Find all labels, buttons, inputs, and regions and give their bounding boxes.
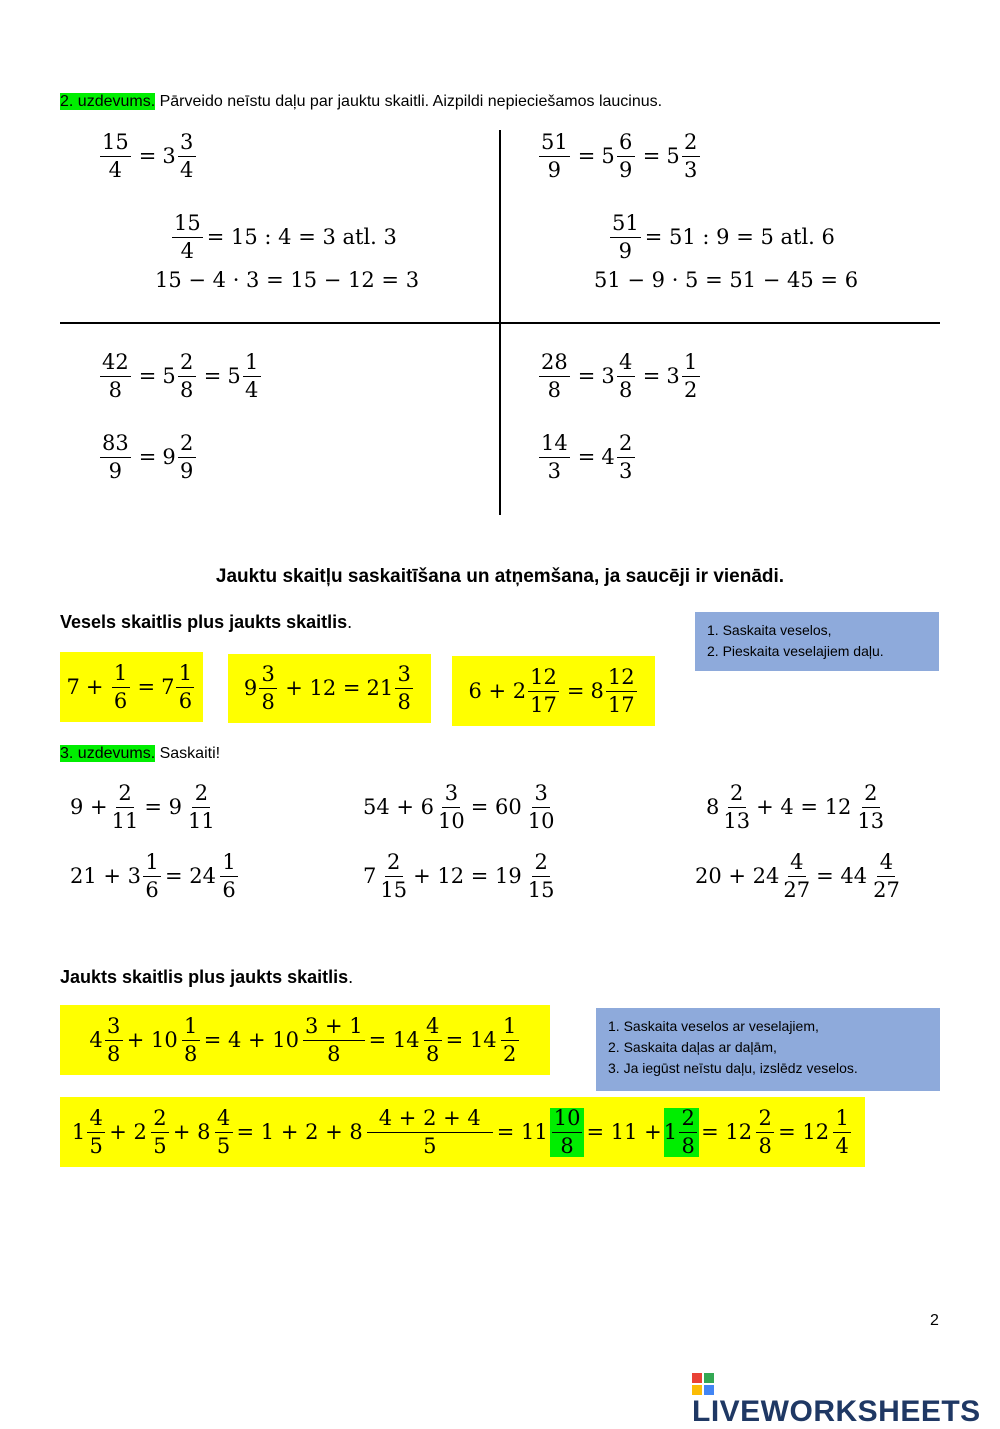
highlight-extracted-whole: 1 $\frac{2}{8}$: [664, 1108, 699, 1157]
sub1-title: Vesels skaitlis plus jaukts skaitlis.: [60, 612, 353, 632]
task3-item-6: 20 + 24 $\frac{4}{27}$ = 44 $\frac{4}{27}$: [695, 850, 900, 902]
sub2-title: Jaukts skaitlis plus jaukts skaitlis.: [60, 967, 354, 987]
logo-text: LIVEWORKSHEETS: [692, 1395, 981, 1428]
br-equation-1: $\frac{28}{8}$ = 3 $\frac{4}{8}$ = 3 $\frac{1}{2}$: [537, 352, 702, 401]
tl-equation-3: 15 − 4 · 3 = 15 − 12 = 3: [155, 268, 420, 292]
page-number: 2: [930, 1312, 939, 1329]
task3-item-2: 54 + 6 $\frac{3}{10}$ = 60 $\frac{3}{10}$: [363, 781, 555, 833]
sub2-info-line: 3. Ja iegūst neīstu daļu, izslēdz veselos.: [608, 1060, 858, 1076]
task3-item-3: 8 $\frac{2}{13}$ + 4 = 12 $\frac{2}{13}$: [706, 781, 885, 833]
sub1-example-2: 9 $\frac{3}{8}$ + 12 = 21 $\frac{3}{8}$: [228, 654, 431, 723]
tl-equation-1: $\frac{15}{4}$ = 3 $\frac{3}{4}$: [98, 132, 198, 181]
task2-instruction: Pārveido neīstu daļu par jauktu skaitli. Aizpildi nepieciešamos laucinus.: [155, 93, 663, 110]
task3-item-4: 21 + 3 $\frac{1}{6}$ = 24 $\frac{1}{6}$: [70, 852, 240, 901]
sub1-example-3: 6 + 2 $\frac{12}{17}$ = 8 $\frac{12}{17}$: [452, 656, 655, 726]
task3-header: [60, 745, 220, 763]
sub1-example-1: 7 + $\frac{1}{6}$ = 7 $\frac{1}{6}$: [60, 652, 203, 722]
task3-label: 3. uzdevums.: [60, 745, 156, 762]
bl-equation-1: $\frac{42}{8}$ = 5 $\frac{2}{8}$ = 5 $\frac{1}{4}$: [98, 352, 263, 401]
task3-item-1: 9 + $\frac{2}{11}$ = 9 $\frac{2}{11}$: [70, 781, 215, 833]
task2-header: [60, 93, 662, 111]
highlight-improper-fraction: $\frac{10}{8}$: [550, 1108, 585, 1157]
sub1-info-box: [695, 612, 939, 671]
tr-equation-3: 51 − 9 · 5 = 51 − 45 = 6: [594, 268, 859, 292]
br-equation-2: $\frac{14}{3}$ = 4 $\frac{2}{3}$: [537, 433, 637, 482]
sub2-info-box: [596, 1008, 940, 1091]
task3-item-5: 7 $\frac{2}{15}$ + 12 = 19 $\frac{2}{15}$: [363, 850, 555, 902]
tr-equation-1: $\frac{51}{9}$ = 5 $\frac{6}{9}$ = 5 $\frac{2}{3}$: [537, 132, 702, 181]
sub1-info-line: 2. Pieskaita veselajiem daļu.: [707, 643, 884, 659]
grid-horizontal-line: [60, 322, 940, 324]
sub1-info-line: 1. Saskaita veselos,: [707, 622, 832, 638]
task3-instruction: Saskaiti!: [155, 745, 221, 762]
bl-equation-2: $\frac{83}{9}$ = 9 $\frac{2}{9}$: [98, 433, 198, 482]
sub2-info-line: 2. Saskaita daļas ar daļām,: [608, 1039, 777, 1055]
liveworksheets-logo: [692, 1373, 1000, 1429]
tr-equation-2: $\frac{51}{9}$ = 51 : 9 = 5 atl. 6: [612, 211, 835, 263]
tl-equation-2: $\frac{15}{4}$ = 15 : 4 = 3 atl. 3: [174, 211, 397, 263]
sub2-example-2: 1 $\frac{4}{5}$ + 2 $\frac{2}{5}$ + 8 $\frac{4}{5}$ = 1 + 2 + 8 $\frac{4 + 2 + 4}{5}$ = 11 $\frac{10}{8}$ = 11 + 1 $\frac{2}{8}$ = 12 $\frac{2}{8}$ = 12 $\frac{1}{4}$: [60, 1097, 865, 1167]
section-title: Jauktu skaitļu saskaitīšana un atņemšana, ja saucēji ir vienādi.: [215, 566, 785, 587]
sub2-info-line: 1. Saskaita veselos ar veselajiem,: [608, 1018, 819, 1034]
logo-blocks-icon: [692, 1373, 714, 1395]
task2-label: 2. uzdevums.: [60, 93, 156, 110]
sub2-example-1: 4 $\frac{3}{8}$ + 10 $\frac{1}{8}$ = 4 + 10 $\frac{3 + 1}{8}$ = 14 $\frac{4}{8}$ = 14 $\frac{1}{2}$: [60, 1005, 550, 1075]
